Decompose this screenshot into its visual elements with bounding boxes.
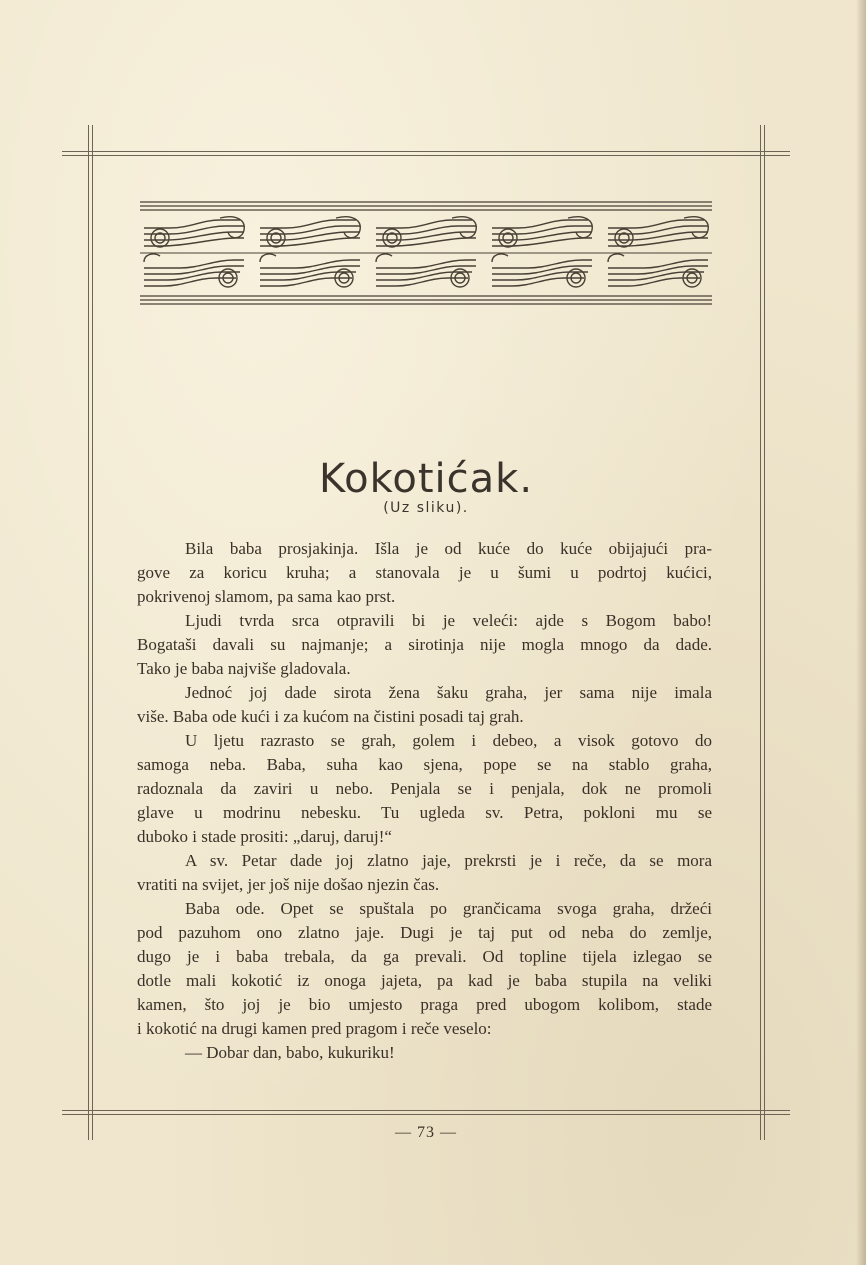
- page-subtitle: (Uz sliku).: [383, 500, 469, 516]
- text-line: pokrivenoj slamom, pa sama kao prst.: [137, 587, 396, 606]
- page-title: Kokotićak.: [318, 456, 534, 502]
- text-line: Ljudi tvrda srca otpravili bi je veleći: ajde s Bogom babo!: [185, 611, 712, 630]
- text-line: Bila baba prosjakinja. Išla je od kuće do kuće obijajući pra-: [185, 539, 712, 558]
- art-nouveau-wave-border-icon: [140, 200, 712, 308]
- top-rule-inner: [62, 155, 790, 156]
- text-line: dugo je i baba trebala, da ga prevali. Od topline tijela izlegao se: [137, 947, 712, 966]
- top-rule: [62, 151, 790, 152]
- text-line: pod pazuhom ono zlatno jaje. Dugi je taj put od neba do zemlje,: [137, 923, 712, 942]
- right-rule-inner: [764, 125, 765, 1140]
- text-line: Jednoć joj dade sirota žena šaku graha, jer sama nije imala: [185, 683, 712, 702]
- text-line: dotle mali kokotić iz onoga jajeta, pa kad je baba stupila na veliki: [137, 971, 712, 990]
- bottom-rule: [62, 1110, 790, 1111]
- text-line: duboko i stade prositi: „daruj, daruj!“: [137, 827, 392, 846]
- text-line: A sv. Petar dade joj zlatno jaje, prekrsti je i reče, da se mora: [185, 851, 712, 870]
- bottom-rule-inner: [62, 1114, 790, 1115]
- text-line: U ljetu razrasto se grah, golem i debeo, a visok gotovo do: [185, 731, 712, 750]
- left-rule-inner: [92, 125, 93, 1140]
- text-line: kamen, što joj je bio umjesto praga pred ubogom kolibom, stade: [137, 995, 712, 1014]
- text-line: glave u modrinu nebesku. Tu ugleda sv. Petra, pokloni mu se: [137, 803, 712, 822]
- text-line: i kokotić na drugi kamen pred pragom i reče veselo:: [137, 1019, 492, 1038]
- text-line: vratiti na svijet, jer još nije došao njezin čas.: [137, 875, 440, 894]
- left-rule: [88, 125, 89, 1140]
- text-line: radoznala da zaviri u nebo. Penjala se i penjala, dok ne promoli: [137, 779, 712, 798]
- text-line: gove za koricu kruha; a stanovala je u šumi u podrtoj kućici,: [137, 563, 712, 582]
- page-edge-shadow: [856, 0, 866, 1265]
- right-rule: [760, 125, 761, 1140]
- page-number: — 73 —: [395, 1124, 457, 1141]
- story-text: [137, 537, 712, 1065]
- text-line: Bogataši davali su najmanje; a sirotinja nije mogla mnogo da dade.: [137, 635, 712, 654]
- text-line: Baba ode. Opet se spuštala po grančicama svoga graha, držeći: [185, 899, 712, 918]
- text-line: samoga neba. Baba, suha kao sjena, pope se na stablo graha,: [137, 755, 712, 774]
- text-line: više. Baba ode kući i za kućom na čistini posadi taj grah.: [137, 707, 524, 726]
- text-line: Tako je baba najviše gladovala.: [137, 659, 351, 678]
- text-line: — Dobar dan, babo, kukuriku!: [185, 1043, 395, 1062]
